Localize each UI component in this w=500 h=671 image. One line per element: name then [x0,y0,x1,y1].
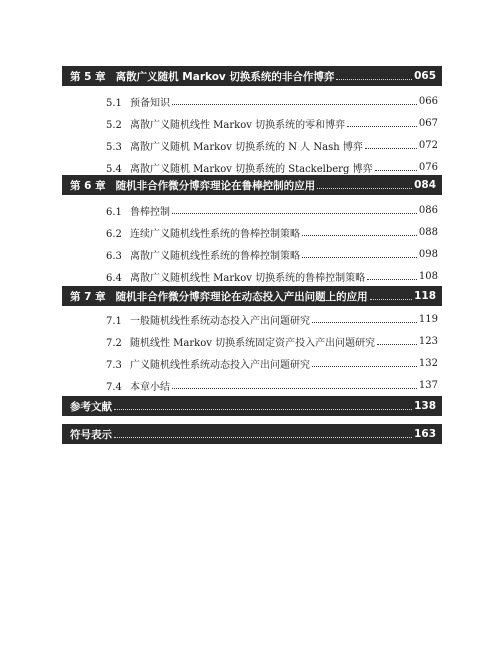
section-number: 7.3 [106,359,122,371]
section-6-3[interactable] [62,244,442,264]
section-5-3[interactable] [62,135,442,155]
dot-leader [172,94,417,105]
dot-leader [172,378,417,389]
references-title: 参考文献 [70,400,112,413]
section-number: 6.4 [106,272,122,284]
section-title: 鲁棒控制 [130,206,170,218]
dot-leader [302,247,417,258]
page-number: 086 [418,204,438,216]
section-title: 广义随机线性系统动态投入产出问题研究 [130,359,310,371]
dot-leader [312,312,417,323]
dot-leader [302,225,417,236]
section-title: 连续广义随机线性系统的鲁棒控制策略 [130,228,300,240]
section-title: 预备知识 [130,97,170,109]
chapter-title: 随机非合作微分博弈理论在鲁棒控制的应用 [115,179,316,192]
notation-title: 符号表示 [70,428,112,441]
section-number: 6.1 [106,206,122,218]
dot-leader [172,203,417,214]
chapter-number: 第 7 章 [70,290,106,303]
section-number: 6.3 [106,250,122,262]
dot-leader [347,116,417,127]
dot-leader [317,178,412,189]
section-6-4[interactable] [62,266,442,286]
page-number: 072 [418,139,438,151]
dot-leader [375,160,417,171]
section-number: 6.2 [106,228,122,240]
chapter-5-heading[interactable] [62,66,442,86]
page-number: 076 [418,161,438,173]
section-5-1[interactable] [62,91,442,111]
chapter-title: 随机非合作微分博弈理论在动态投入产出问题上的应用 [115,290,368,303]
section-number: 7.1 [106,315,122,327]
section-7-4[interactable] [62,375,442,395]
section-title: 一般随机线性系统动态投入产出问题研究 [130,315,310,327]
section-title: 本章小结 [130,381,170,393]
section-5-4[interactable] [62,157,442,177]
section-title: 离散广义随机线性 Markov 切换系统的零和博弈 [130,119,346,131]
section-title: 随机线性 Markov 切换系统固定资产投入产出问题研究 [130,337,376,349]
page-number: 067 [418,117,438,129]
section-number: 5.4 [106,163,122,175]
dot-leader [336,69,412,80]
section-6-2[interactable] [62,222,442,242]
section-number: 5.1 [106,97,122,109]
page-number: 138 [414,400,436,412]
dot-leader [312,356,417,367]
notation-heading[interactable] [62,424,442,444]
chapter-7-heading[interactable] [62,286,442,306]
dot-leader [365,138,417,149]
page-number: 123 [418,335,438,347]
section-7-3[interactable] [62,353,442,373]
page-number: 098 [418,248,438,260]
page-number: 088 [418,226,438,238]
section-title: 离散广义随机 Markov 切换系统的 Stackelberg 博弈 [130,163,373,175]
page-number: 163 [414,428,436,440]
section-title: 离散广义随机线性 Markov 切换系统的鲁棒控制策略 [130,272,366,284]
chapter-number: 第 5 章 [70,70,106,83]
chapter-title: 离散广义随机 Markov 切换系统的非合作博弈 [115,70,335,83]
section-number: 5.2 [106,119,122,131]
page-number: 137 [418,379,438,391]
dot-leader [377,334,417,345]
dot-leader [367,269,417,280]
section-7-1[interactable] [62,309,442,329]
references-heading[interactable] [62,396,442,416]
dot-leader [114,399,412,410]
page-number: 119 [418,313,438,325]
dot-leader [114,427,412,438]
page-number: 108 [418,270,438,282]
dot-leader [370,289,412,300]
chapter-6-heading[interactable] [62,175,442,195]
section-6-1[interactable] [62,200,442,220]
section-number: 7.4 [106,381,122,393]
page-number: 132 [418,357,438,369]
page-number: 118 [414,290,436,302]
page-number: 065 [414,70,436,82]
section-7-2[interactable] [62,331,442,351]
section-title: 离散广义随机 Markov 切换系统的 N 人 Nash 博弈 [130,141,363,153]
section-number: 7.2 [106,337,122,349]
page-number: 084 [414,179,436,191]
chapter-number: 第 6 章 [70,179,106,192]
section-5-2[interactable] [62,113,442,133]
section-number: 5.3 [106,141,122,153]
page-number: 066 [418,95,438,107]
section-title: 离散广义随机线性系统的鲁棒控制策略 [130,250,300,262]
